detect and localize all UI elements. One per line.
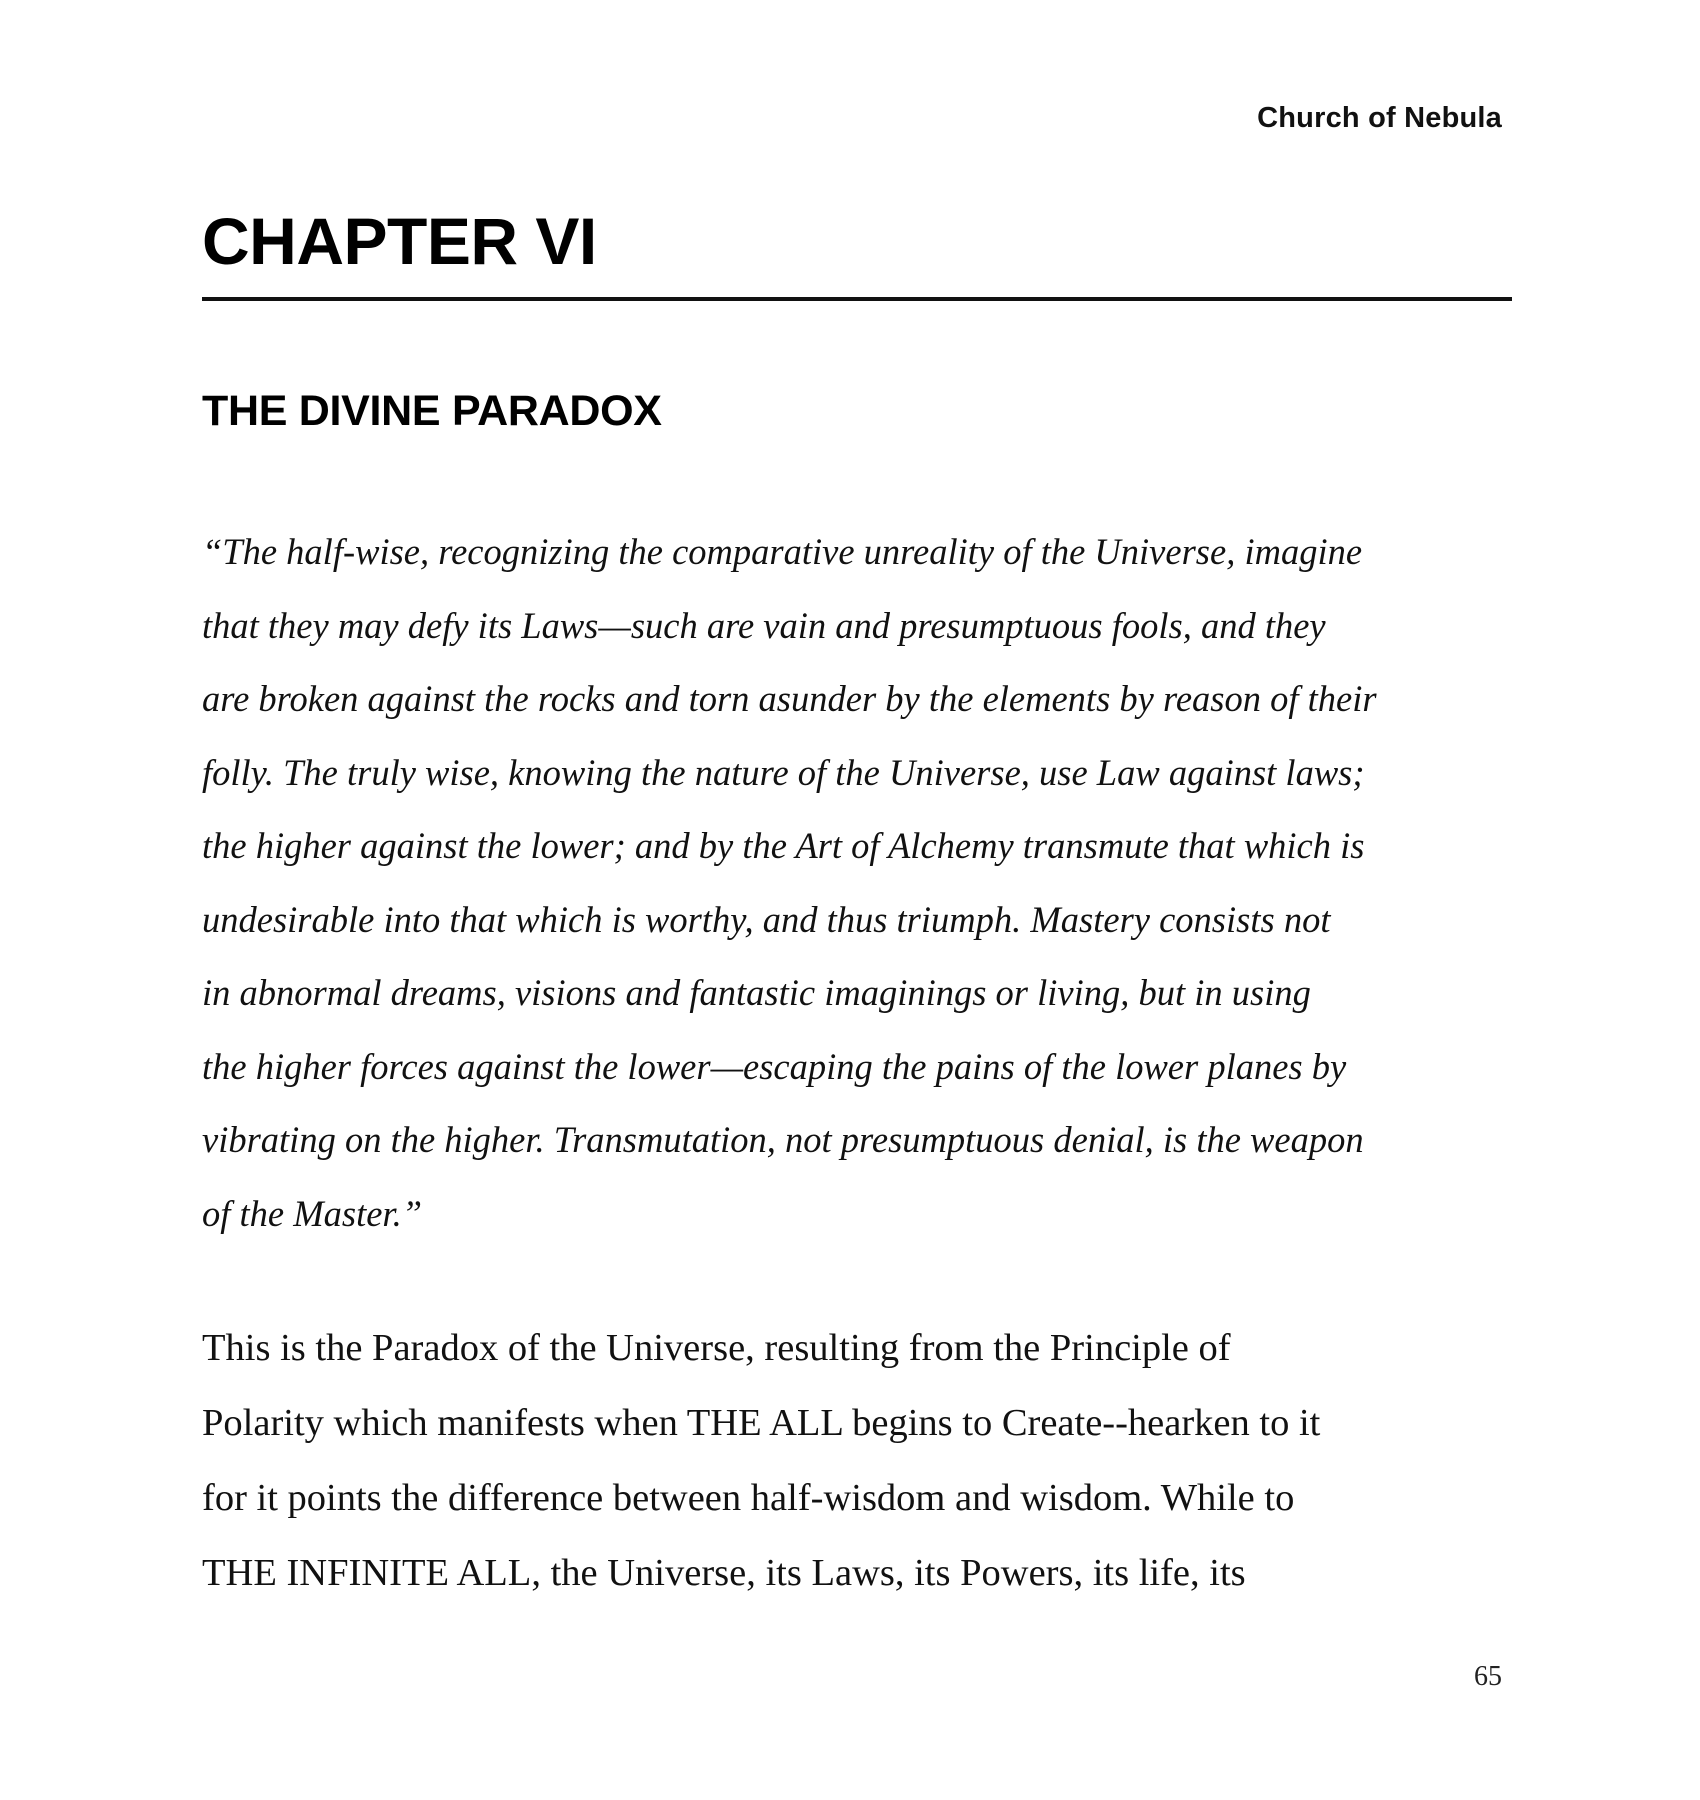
- quote-line: “The half-wise, recognizing the comparative unreality of the Universe, imagine: [202, 531, 1363, 572]
- body-line: for it points the difference between half-wisdom and wisdom. While to: [202, 1477, 1295, 1519]
- section-title: THE DIVINE PARADOX: [202, 387, 662, 435]
- quote-line: of the Master.”: [202, 1192, 423, 1234]
- running-header: Church of Nebula: [1257, 102, 1502, 134]
- page-number: 65: [1474, 1661, 1502, 1692]
- quote-line: vibrating on the higher. Transmutation, not presumptuous denial, is the weapon: [202, 1119, 1364, 1160]
- quote-line: in abnormal dreams, visions and fantastic imaginings or living, but in using: [202, 972, 1311, 1013]
- chapter-divider: [202, 297, 1512, 301]
- epigraph-quote: [202, 515, 1522, 1250]
- quote-line: the higher forces against the lower—escaping the pains of the lower planes by: [202, 1045, 1347, 1087]
- quote-line: that they may defy its Laws—such are vain and presumptuous fools, and they: [202, 604, 1326, 646]
- chapter-title: CHAPTER VI: [202, 204, 597, 278]
- quote-line: are broken against the rocks and torn asunder by the elements by reason of their: [202, 678, 1377, 719]
- quote-line: the higher against the lower; and by the Art of Alchemy transmute that which is: [202, 825, 1365, 866]
- body-line: Polarity which manifests when THE ALL begins to Create--hearken to it: [202, 1402, 1321, 1444]
- quote-line: undesirable into that which is worthy, and thus triumph. Mastery consists not: [202, 898, 1331, 940]
- body-line: THE INFINITE ALL, the Universe, its Laws, its Powers, its life, its: [202, 1552, 1246, 1594]
- quote-line: folly. The truly wise, knowing the nature of the Universe, use Law against laws;: [202, 751, 1365, 793]
- body-paragraph: [202, 1311, 1522, 1611]
- body-line: This is the Paradox of the Universe, resulting from the Principle of: [202, 1327, 1231, 1369]
